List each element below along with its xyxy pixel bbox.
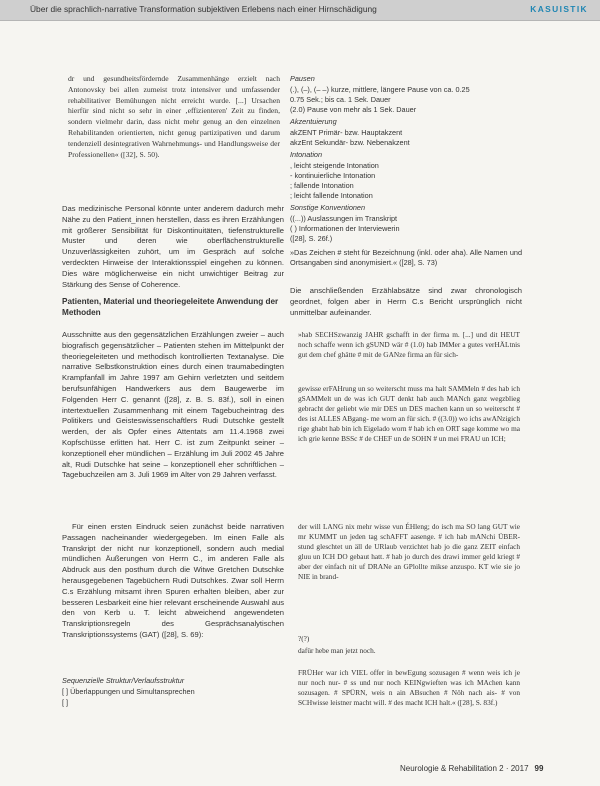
transcript-excerpt: der will LANG nix mehr wisse vun ÉHleng; do isch ma SO lang GUT wie mr KUMMT un jeden tag schAFFT aasenge. # ich hab mANchi ÜBER-stund gleschtet un äll de URlaub verzichtet hab jo die ganz ZEIT einfach gluu un ICH DO gebaut hatt. # hab jo durch des drawi immer geld kriegt # aber der einfach nit uf DRANe an GPlollte mikse anzuspo. KT wie sie jo NIE in brand-: [298, 522, 520, 581]
legend-line: (.), (–), (– –) kurze, mittlere, längere Pause von ca. 0.25: [290, 85, 470, 94]
legend-title: Sequenzielle Struktur/Verlaufsstruktur: [62, 676, 185, 685]
page-header: [0, 0, 600, 21]
legend-title: Intonation: [290, 150, 323, 159]
legend-line: 0.75 Sek.; bis ca. 1 Sek. Dauer: [290, 95, 391, 104]
transcript-excerpt: dafür hebe man jetzt noch.: [298, 646, 376, 655]
legend-line: akzEnt Sekundär- bzw. Nebenakzent: [290, 138, 410, 147]
page-footer: [400, 764, 560, 773]
legend-line: akZENT Primär- bzw. Hauptakzent: [290, 128, 403, 137]
transcript-excerpt: »hab SECHSzwanzig JAHR gschafft in der firma m. [...] und dit HEUT noch schaffe wenn ich gSUND wär # (1.0) hab IMMer a gutes verHÄLtnis gut dem chef ghätte # mit de GANze firma an für sich-: [298, 330, 520, 359]
section-heading: Patienten, Material und theoriegeleitete Anwendung der Methoden: [62, 297, 279, 317]
paragraph: Das medizinische Personal könnte unter anderem dadurch mehr Nähe zu den Patient_innen herstellen, dass es ihren Erzählungen mit größerer Sensibilität für Diskontinuitäten, tiefenstrukturelle Muster und deren wie oberflächenstrukturelle Unzuverlässigkeiten zuhört, um im Gespräch auf solche verdeckten Hinweise der Interaktionsspiel eingehen zu können. Dies wäre möglicherweise ein nicht unwichtiger Beitrag zur Stärkung des Sense of Coherence.: [62, 204, 284, 289]
journal-name: Neurologie & Rehabilitation 2 · 2017: [400, 764, 529, 773]
paragraph: Für einen ersten Eindruck seien zunächst beide narrativen Passagen nacheinander wiedergegeben. Im einen Falle als Transkript der nicht nur konzeptionell, sondern auch medial mündlichen Äußerungen von Herrn C., im anderen Falle als Abdruck aus den posthum durch die Witwe Gretchen Dutschke herausgegebenen Tagebüchern Rudi Dutschkes. Zwar soll Herrn C.s Erzählung mitsamt ihren Spuren erhalten bleiben, aber zur besseren Lesbarkeit eine hier relevant erscheinende Auswahl aus den von Kerb u. T. leicht abweichend angewendeten Transkriptionsregeln des Gesprächsanalytischen Transkriptionssystems (GAT) ([28], S. 69):: [62, 522, 284, 639]
transcript-excerpt: FRÜHer war ich VIEL offer in bewEgung sozusagen # wenn weis ich je nur noch nur- # ss und nur noch KEINgwieften was ich MAchen kann sozusagen. # SPÜRN, weis n ain ABsuchen # Nöh nach ais- # von SCHwisse leistner macht will. # des macht ICH halt.« ([28], S. 83f.): [298, 668, 520, 707]
quote-block: dr und gesundheitsfördernde Zusammenhänge erzielt nach Antonovsky bei allen zumeist trotz intensiver und umfassender rehabilitativer Bemühungen nicht erreicht wurde. [...] Ursachen hierfür sind nicht so sehr in einer ‚effizienteren' Zeit zu finden, sondern vielmehr darin, dass nicht mehr genug an den einzelnen Rehabilitanden orientierten, nicht genug partizipativen und darum tendenziell desintegrativen Wahrnehmungs- und Handlungsweise der Professionellen« ([32], S. 50).: [68, 74, 280, 159]
legend-line: ((...)) Auslassungen im Transkript: [290, 214, 398, 223]
legend-line: [ ]: [62, 698, 69, 707]
legend-line: [ ] Überlappungen und Simultansprechen: [62, 687, 195, 696]
legend-title: Pausen: [290, 74, 315, 83]
section-label: KASUISTIK: [530, 4, 588, 14]
paragraph: »Das Zeichen # steht für Bezeichnung (inkl. oder aha). Alle Namen und Ortsangaben sind anonymisiert.« ([28], S. 73): [290, 248, 522, 267]
paragraph: Ausschnitte aus den gegensätzlichen Erzählungen zweier – auch biografisch gegensätzlicher – Patienten stehen im Mittelpunkt der theoriegeleiteten und methodisch kontrollierten Textanalyse. Die narrative Selbstkonstruktion eines durch einen traumabedingten Krampfanfall im Jahre 1997 am Gehirn verletzten und seitdem berufsunfähigen Handwerkers aus dem Baugewerbe im Folgenden Herr C. genannt ([28], z. B. S. 83f.), soll in einen intertextuellen Zusammenhang mit einem Tagebucheintrag des Politikers und Geisteswissenschaftlers Rudi Dutschke gestellt werden, der als Opfer eines Attentats am 11.4.1968 zwei Kopfschüsse erlitten hat. Herr C. ist zum Zeitpunkt seiner – konzeptionell eher mündlichen – Erzählung im Juli 2002 45 Jahre alt, Rudi Dutschke hat seine – konzeptionell eher schriftlichen – Tagebuchzeilen am 3. Juli 1969 im Alter von 29 Jahren verfasst.: [62, 330, 284, 480]
legend-line: ([28], S. 26f.): [290, 234, 333, 243]
legend-title: Akzentuierung: [290, 117, 337, 126]
legend-line: ; leicht fallende Intonation: [290, 191, 373, 200]
transcript-excerpt: ?(?): [298, 634, 310, 643]
legend-line: (2.0) Pause von mehr als 1 Sek. Dauer: [290, 105, 417, 114]
page-number: 99: [534, 764, 544, 773]
running-title: Über die sprachlich-narrative Transformation subjektiven Erlebens nach einer Hirnschädigung: [30, 4, 377, 14]
legend-line: , leicht steigende Intonation: [290, 161, 379, 170]
legend-line: ; fallende Intonation: [290, 181, 354, 190]
legend-title: Sonstige Konventionen: [290, 203, 366, 212]
paragraph: Die anschließenden Erzählabsätze sind zwar chronologisch geordnet, folgen aber in Herrn C.s Bericht ursprünglich nicht unmittelbar aufeinander.: [290, 286, 522, 317]
legend-line: - kontinuierliche Intonation: [290, 171, 376, 180]
transcript-excerpt: gewisse erFAHrung un so weiterscht muss ma halt SAMMeln # des hab ich gSAMMelt un de was ich GUT denkt hab auch MANch ganz wegzblieg gebracht der geliebt wie mir DES un DES machen kann un so weiterscht # des ist ALLES ABgang- me worn an für sich. # ((3.0)) wo ichs awANzigich rige ghabt hab bin ich Eigelado worn # hab ich en ORT sage komme wo ma ich grie kenne BSSc # de CHEF un de SOHN # un mei FRAU un ICH;: [298, 384, 520, 443]
legend-line: ( ) Informationen der Interviewerin: [290, 224, 400, 233]
